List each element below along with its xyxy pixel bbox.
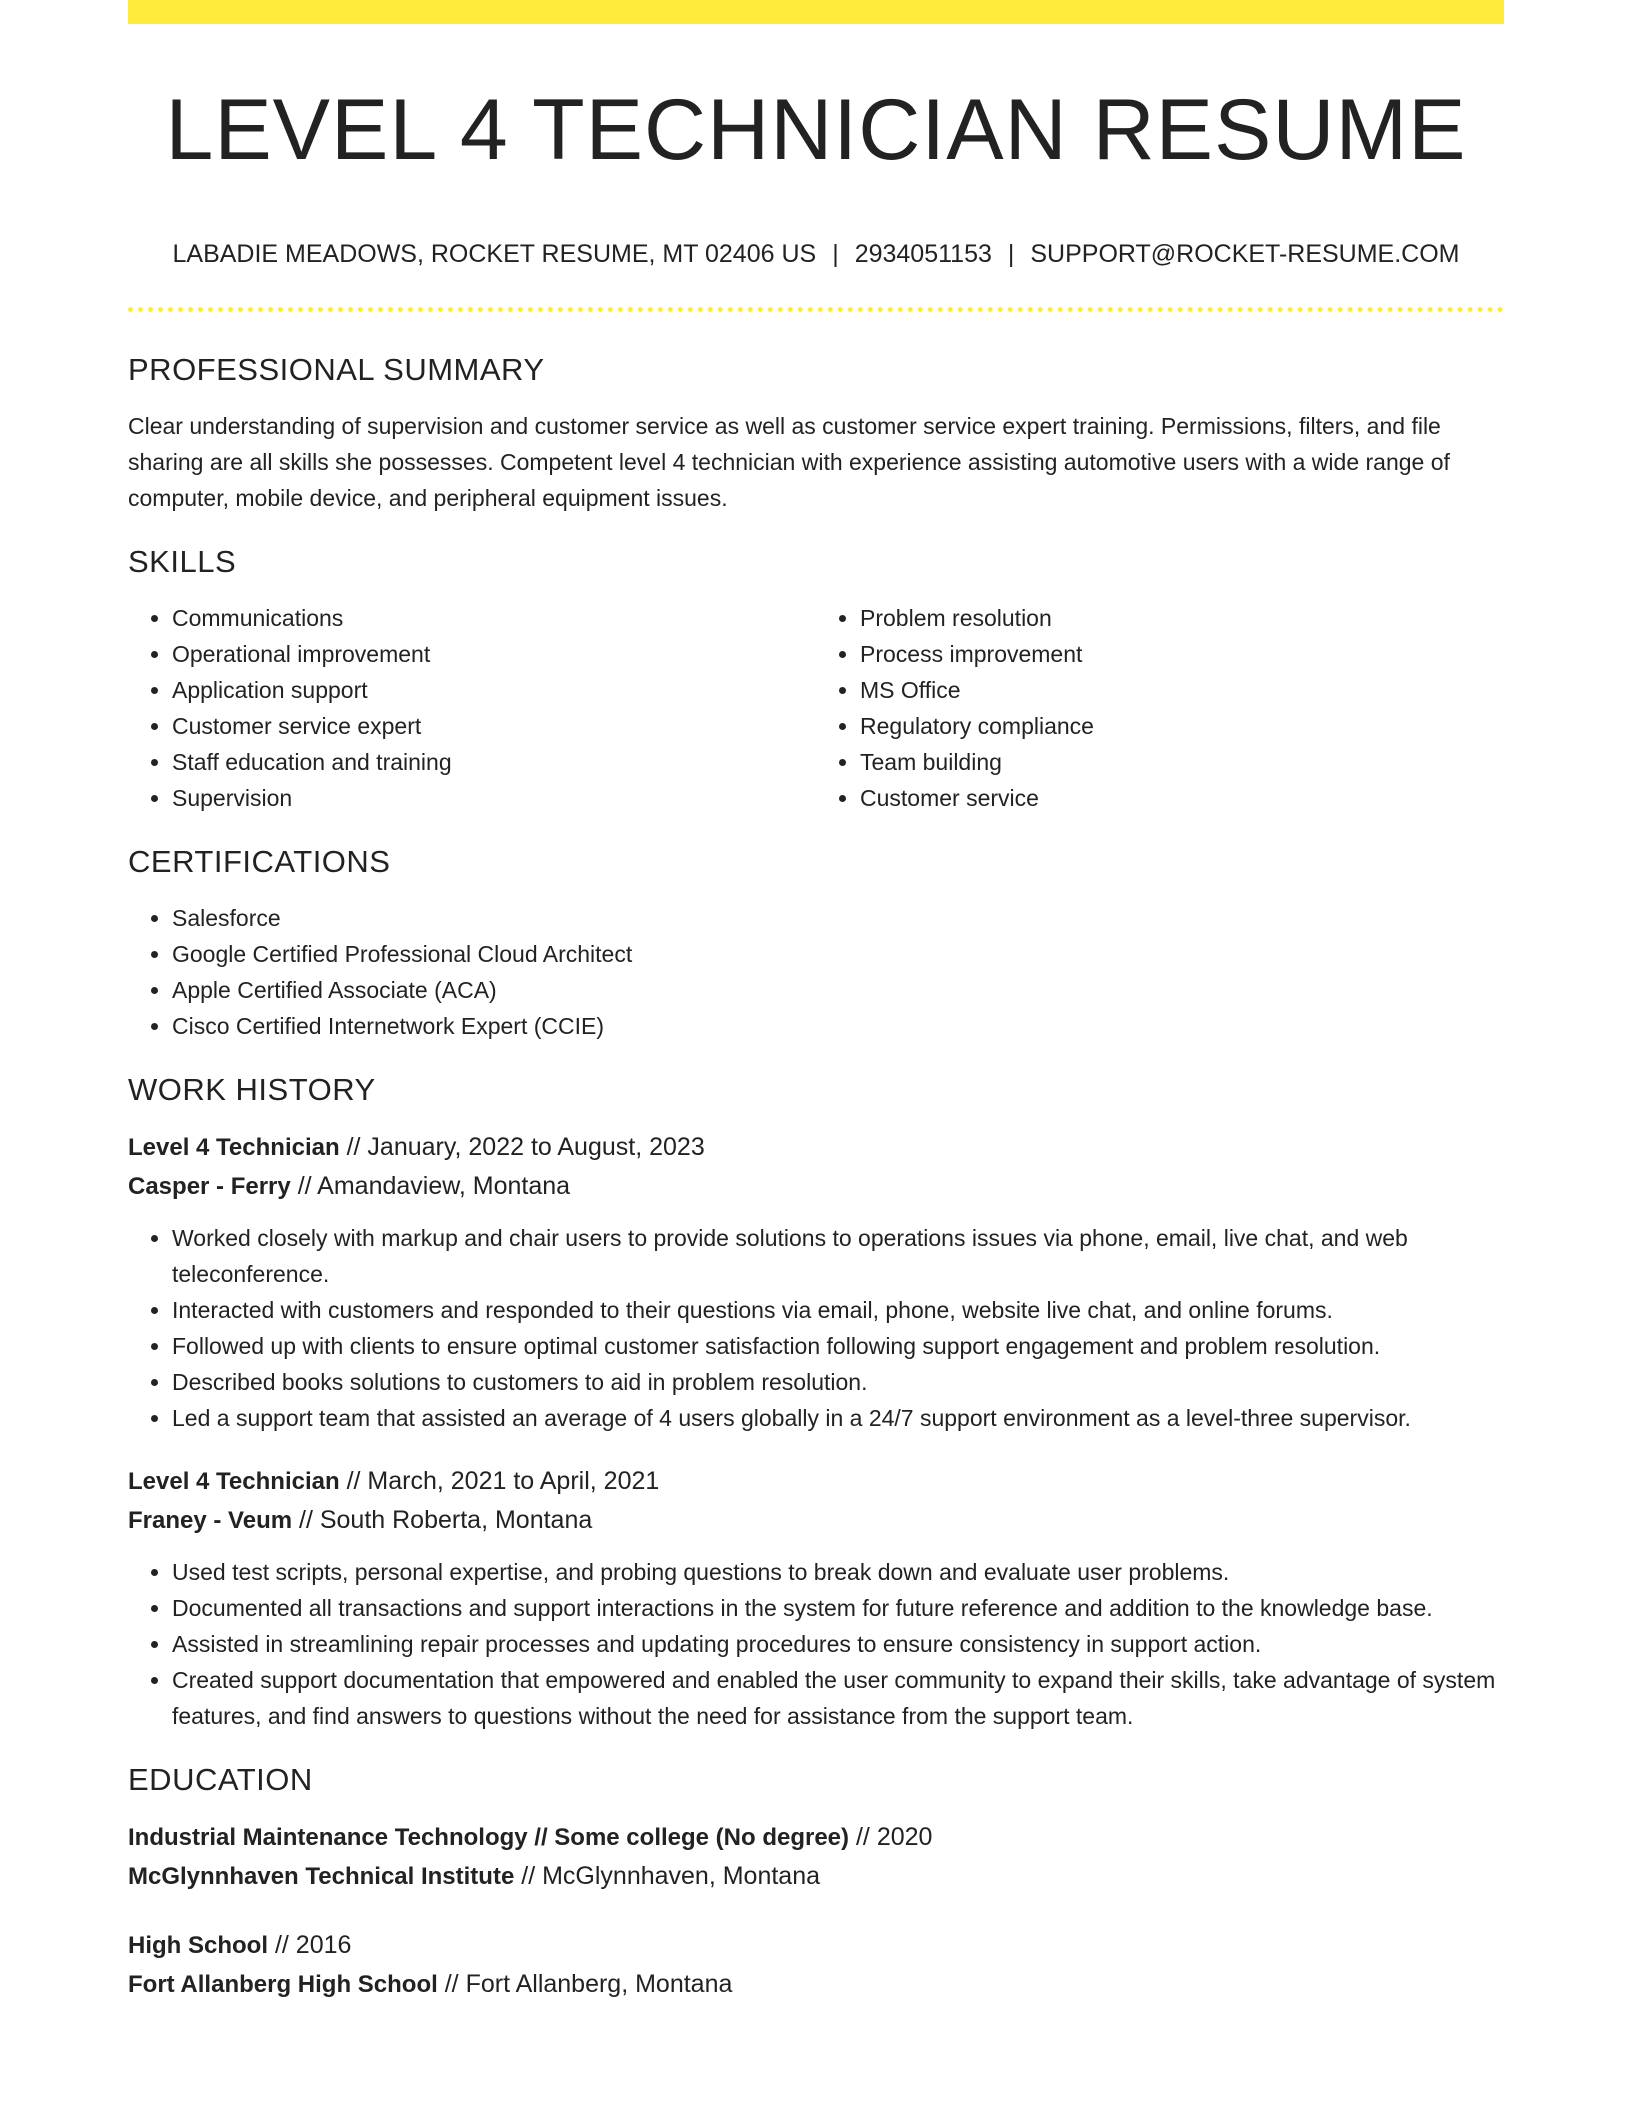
- job-company-line: [128, 1167, 1504, 1206]
- certifications-list: [128, 900, 1504, 1044]
- education-school: Fort Allanberg High School: [128, 1971, 438, 1998]
- contact-phone: 2934051153: [854, 240, 992, 268]
- job-company-line: [128, 1501, 1504, 1540]
- job-location: // South Roberta, Montana: [299, 1506, 593, 1534]
- resume-title: LEVEL 4 TECHNICIAN RESUME: [165, 82, 1467, 178]
- job-bullet: • Worked closely with markup and chair users to provide solutions to operations issues via phone, email, live chat, and web teleconference.: [172, 1220, 1504, 1292]
- education-year: // 2016: [274, 1931, 352, 1959]
- skills-heading: SKILLS: [128, 544, 237, 579]
- education-school: McGlynnhaven Technical Institute: [128, 1863, 515, 1890]
- skill-item: • Customer service expert: [172, 708, 816, 744]
- education-entry: [128, 1818, 1504, 1896]
- skill-item: • Application support: [172, 672, 816, 708]
- job-company: Franey - Veum: [128, 1507, 293, 1534]
- contact-separator: |: [832, 240, 839, 268]
- education-year: // 2020: [855, 1823, 933, 1851]
- job-bullets: [128, 1554, 1504, 1734]
- job-bullet: • Documented all transactions and support interactions in the system for future reference and addition to the knowledge base.: [172, 1590, 1504, 1626]
- certification-item: • Google Certified Professional Cloud Architect: [172, 936, 1504, 972]
- education-degree: High School: [128, 1932, 268, 1959]
- certification-item: • Salesforce: [172, 900, 1504, 936]
- summary-text: Clear understanding of supervision and customer service as well as customer service expert training. Permissions, filters, and file sharing are all skills she possesses. Competent level 4 technician with experience assisting automotive users with a wide range of computer, mobile device, and peripheral equipment issues.: [128, 413, 1450, 511]
- skills-columns: [128, 600, 1504, 842]
- skill-item: • Operational improvement: [172, 636, 816, 672]
- certification-item: • Cisco Certified Internetwork Expert (CCIE): [172, 1008, 1504, 1044]
- education-degree-line: [128, 1926, 1504, 1965]
- education-school-line: [128, 1965, 1504, 2004]
- job-location: // Amandaview, Montana: [297, 1172, 571, 1200]
- skills-list-left: [128, 600, 816, 816]
- job-title-line: [128, 1462, 1504, 1501]
- certifications-heading: CERTIFICATIONS: [128, 844, 391, 879]
- job-company: Casper - Ferry: [128, 1173, 291, 1200]
- education-degree-line: [128, 1818, 1504, 1857]
- job-title: Level 4 Technician: [128, 1134, 340, 1161]
- job-bullets: [128, 1220, 1504, 1436]
- accent-bar: [128, 0, 1504, 24]
- skill-item: • MS Office: [860, 672, 1504, 708]
- skill-item: • Supervision: [172, 780, 816, 816]
- skill-item: • Communications: [172, 600, 816, 636]
- job-bullet: • Interacted with customers and responded to their questions via email, phone, website live chat, and online forums.: [172, 1292, 1504, 1328]
- job-bullet: • Assisted in streamlining repair processes and updating procedures to ensure consistency in support action.: [172, 1626, 1504, 1662]
- contact-email: SUPPORT@ROCKET-RESUME.COM: [1030, 240, 1460, 268]
- job-bullet: • Created support documentation that empowered and enabled the user community to expand their skills, take advantage of system features, and find answers to questions without the need for assistance from the support team.: [172, 1662, 1504, 1734]
- job-dates: // January, 2022 to August, 2023: [346, 1133, 705, 1161]
- job-bullet: • Led a support team that assisted an average of 4 users globally in a 24/7 support environment as a level-three supervisor.: [172, 1400, 1504, 1436]
- education-location: // McGlynnhaven, Montana: [521, 1862, 821, 1890]
- contact-line: [128, 236, 1504, 272]
- job-entry: [128, 1128, 1504, 1436]
- work-history-heading: WORK HISTORY: [128, 1072, 376, 1107]
- job-title-line: [128, 1128, 1504, 1167]
- contact-address: LABADIE MEADOWS, ROCKET RESUME, MT 02406 US: [172, 240, 817, 268]
- resume-content: [128, 350, 1504, 2034]
- education-entry: [128, 1926, 1504, 2004]
- job-bullet: • Used test scripts, personal expertise, and probing questions to break down and evaluate user problems.: [172, 1554, 1504, 1590]
- skill-item: • Staff education and training: [172, 744, 816, 780]
- job-entry: [128, 1462, 1504, 1734]
- skill-item: • Customer service: [860, 780, 1504, 816]
- skill-item: • Team building: [860, 744, 1504, 780]
- dotted-divider: [128, 307, 1504, 312]
- skill-item: • Regulatory compliance: [860, 708, 1504, 744]
- skill-item: • Problem resolution: [860, 600, 1504, 636]
- education-degree: Industrial Maintenance Technology // Some college (No degree): [128, 1824, 850, 1851]
- education-school-line: [128, 1857, 1504, 1896]
- contact-separator: |: [1007, 240, 1015, 268]
- education-location: // Fort Allanberg, Montana: [444, 1970, 733, 1998]
- summary-heading: PROFESSIONAL SUMMARY: [128, 352, 545, 387]
- job-bullet: • Described books solutions to customers to aid in problem resolution.: [172, 1364, 1504, 1400]
- skills-list-right: [816, 600, 1504, 816]
- job-title: Level 4 Technician: [128, 1468, 340, 1495]
- skill-item: • Process improvement: [860, 636, 1504, 672]
- education-heading: EDUCATION: [128, 1762, 313, 1797]
- certification-item: • Apple Certified Associate (ACA): [172, 972, 1504, 1008]
- job-bullet: • Followed up with clients to ensure optimal customer satisfaction following support engagement and problem resolution.: [172, 1328, 1504, 1364]
- job-dates: // March, 2021 to April, 2021: [346, 1467, 660, 1495]
